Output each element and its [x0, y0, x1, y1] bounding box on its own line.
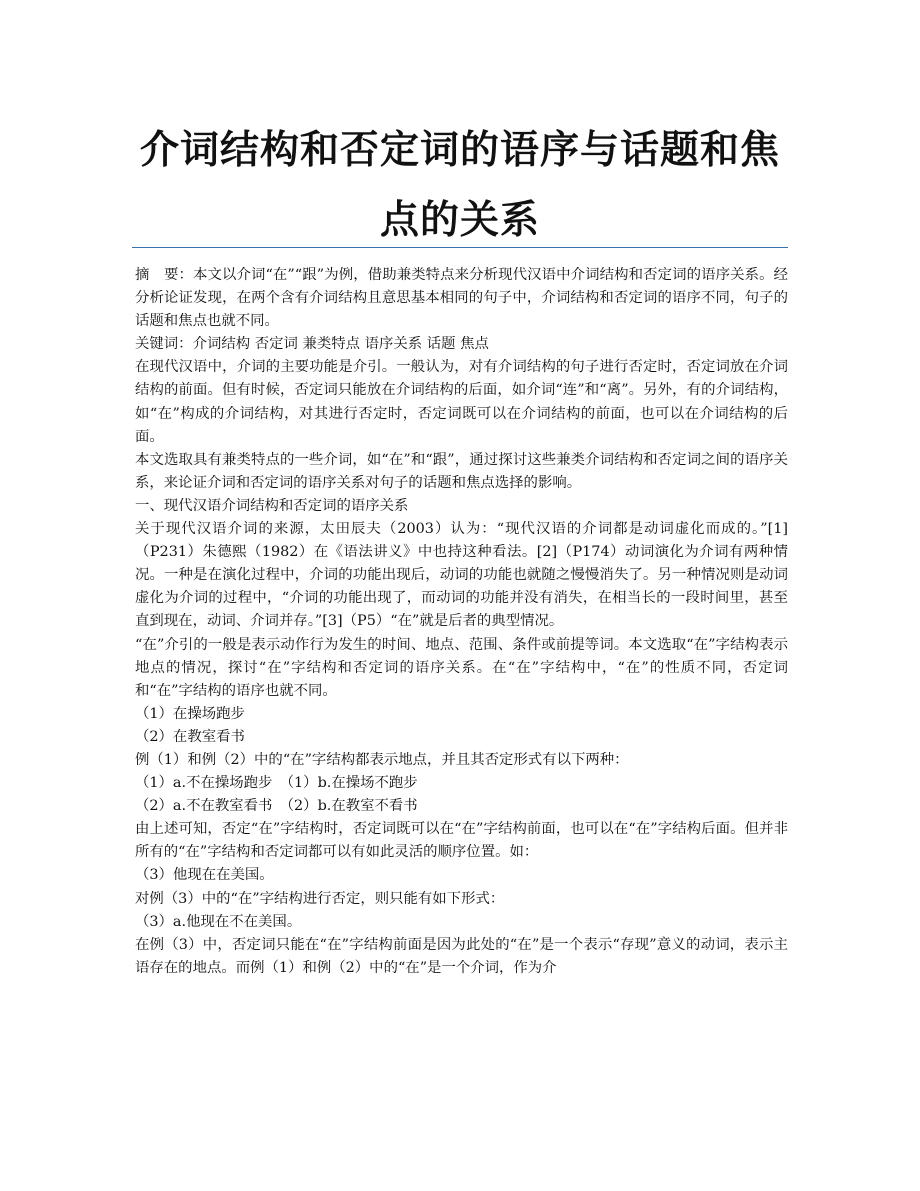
abstract-paragraph: 摘 要：本文以介词“在”“跟”为例，借助兼类特点来分析现代汉语中介词结构和否定词的语序关系。经分析论证发现，在两个含有介词结构且意思基本相同的句子中，介词结构和否定词的语序不同，句子的话题和焦点也就不同。 — [135, 267, 788, 330]
document-body — [135, 264, 788, 980]
body-paragraph: 在例（3）中，否定词只能在“在”字结构前面是因为此处的“在”是一个表示“存现”意义的动词，表示主语存在的地点。而例（1）和例（2）中的“在”是一个介词，作为介 — [135, 936, 788, 976]
body-paragraph: 在现代汉语中，介词的主要功能是介引。一般认为，对有介词结构的句子进行否定时，否定词放在介词结构的前面。但有时候，否定词只能放在介词结构的后面，如介词“连”和“离”。另外，有的介词结构，如“在”构成的介词结构，对其进行否定时，否定词既可以在介词结构的前面，也可以在介词结构的后面。 — [135, 359, 788, 445]
example-line: （1）在操场跑步 — [135, 705, 245, 722]
example-line: （3）a.他现在不在美国。 — [135, 913, 302, 930]
title-divider — [132, 247, 788, 248]
example-line: （2）a.不在教室看书 （2）b.在教室不看书 — [135, 798, 418, 815]
body-paragraph: 对例（3）中的“在”字结构进行否定，则只能有如下形式： — [135, 890, 505, 907]
body-paragraph: 本文选取具有兼类特点的一些介词，如“在”和“跟”，通过探讨这些兼类介词结构和否定词之间的语序关系，来论证介词和否定词的语序关系对句子的话题和焦点选择的影响。 — [135, 451, 788, 491]
example-line: （1）a.不在操场跑步 （1）b.在操场不跑步 — [135, 775, 418, 792]
example-line: （2）在教室看书 — [135, 728, 245, 745]
keywords-paragraph: 关键词：介词结构 否定词 兼类特点 语序关系 话题 焦点 — [135, 336, 489, 353]
body-paragraph: “在”介引的一般是表示动作行为发生的时间、地点、范围、条件或前提等词。本文选取“在”字结构表示地点的情况，探讨“在”字结构和否定词的语序关系。在“在”字结构中，“在”的性质不同，否定词和“在”字结构的语序也就不同。 — [135, 636, 788, 699]
body-paragraph: 关于现代汉语介词的来源，太田辰夫（2003）认为：“现代汉语的介词都是动词虚化而成的。”[1]（P231）朱德熙（1982）在《语法讲义》中也持这种看法。[2]（P174）动词演化为介词有两种情况。一种是在演化过程中，介词的功能出现后，动词的功能也就随之慢慢消失了。另一种情况则是动词虚化为介词的过程中，“介词的功能出现了，而动词的功能并没有消失，在相当长的一段时间里，甚至直到现在，动词、介词并存。”[3]（P5）“在”就是后者的典型情况。 — [135, 521, 788, 630]
example-line: （3）他现在在美国。 — [135, 867, 274, 884]
body-paragraph: 例（1）和例（2）中的“在”字结构都表示地点，并且其否定形式有以下两种： — [135, 751, 629, 768]
section-heading: 一、现代汉语介词结构和否定词的语序关系 — [135, 497, 409, 514]
page-title: 介词结构和否定词的语序与话题和焦点的关系 — [139, 128, 780, 243]
body-paragraph: 由上述可知，否定“在”字结构时，否定词既可以在“在”字结构前面，也可以在“在”字结构后面。但并非所有的“在”字结构和否定词都可以有如此灵活的顺序位置。如： — [135, 821, 788, 861]
